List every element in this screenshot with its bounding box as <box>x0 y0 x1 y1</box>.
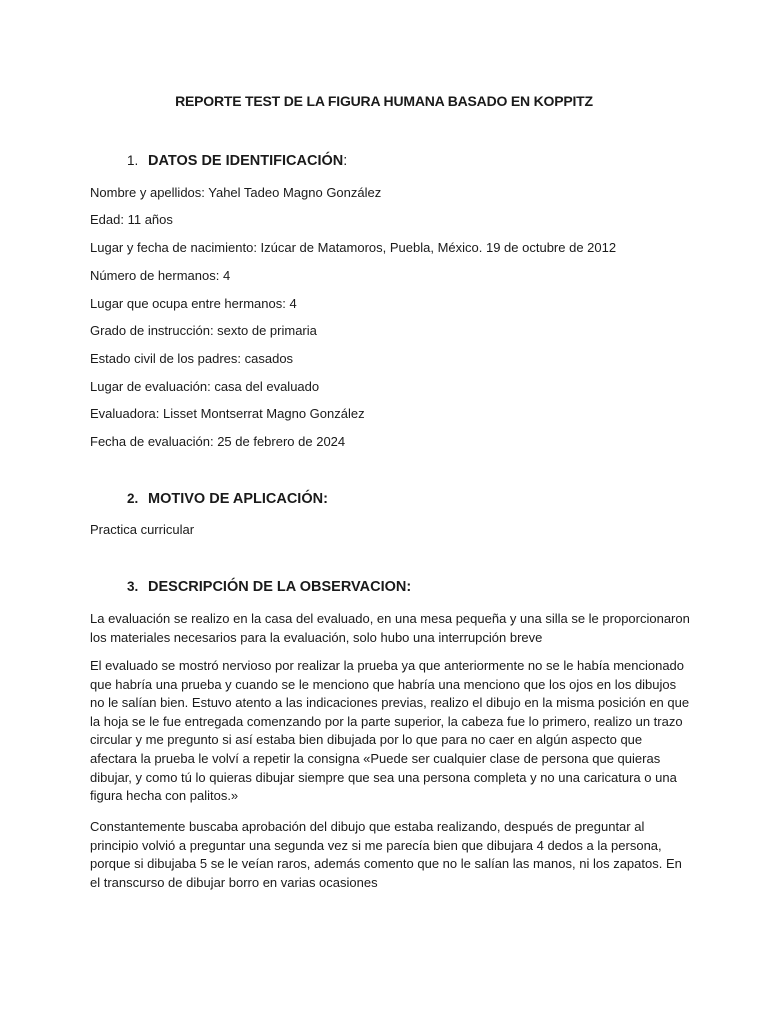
document-title: REPORTE TEST DE LA FIGURA HUMANA BASADO EN KOPPITZ <box>175 93 593 109</box>
field-nombre: Nombre y apellidos: Yahel Tadeo Magno González <box>90 185 382 200</box>
field-lugar-evaluacion: Lugar de evaluación: casa del evaluado <box>90 379 320 394</box>
motivo-text: Practica curricular <box>90 522 195 537</box>
observacion-paragraph-2: El evaluado se mostró nervioso por realizar la prueba ya que anteriormente no se le había mencionado que habría una prueba y cuando se le menciono que habría una menciono que los ojos en los dibujos no le salían bien. Estuvo atento a las indicaciones previas, realizo el dibujo en la misma posición en que la hoja se le fue entregada comenzando por la parte superior, la cabeza fue lo primero, realizo un trazo circular y me pregunto si así estaba bien dibujada por lo que para no caer en algún aspecto que afectara la prueba le volví a repetir la consigna «Puede ser cualquier clase de persona que quieras dibujar, y como tú lo quieras dibujar siempre que sea una persona completa y no una caricatura o una figura hecha con palitos.» <box>90 658 690 804</box>
field-fecha-evaluacion: Fecha de evaluación: 25 de febrero de 2024 <box>90 434 346 449</box>
field-estado-civil-padres: Estado civil de los padres: casados <box>90 351 294 366</box>
observacion-paragraph-3: Constantemente buscaba aprobación del dibujo que estaba realizando, después de preguntar al principio volvió a preguntar una segunda vez si me parecía bien que dibujara 4 dedos a la persona, porque si dibujaba 5 se le veían raros, además comento que no le salían las manos, ni los zapatos. En el transcurso de dibujar borro en varias ocasiones <box>90 819 682 890</box>
section-title-colon: : <box>343 153 348 169</box>
section-number: 3. <box>127 579 139 594</box>
field-edad: Edad: 11 años <box>90 212 173 227</box>
field-grado-instruccion: Grado de instrucción: sexto de primaria <box>90 323 317 338</box>
section-number: 1. <box>127 153 139 168</box>
field-lugar-fecha-nacimiento: Lugar y fecha de nacimiento: Izúcar de Matamoros, Puebla, México. 19 de octubre de 2012 <box>90 240 617 255</box>
field-numero-hermanos: Número de hermanos: 4 <box>90 268 231 283</box>
section-title: DATOS DE IDENTIFICACIÓN <box>148 153 344 169</box>
section-title: DESCRIPCIÓN DE LA OBSERVACION: <box>148 579 412 595</box>
section-heading-motivo <box>127 491 328 507</box>
section-heading-observacion <box>127 579 411 595</box>
section-number: 2. <box>127 491 139 506</box>
section-heading-identification <box>127 153 347 169</box>
field-lugar-entre-hermanos: Lugar que ocupa entre hermanos: 4 <box>90 296 297 311</box>
section-title: MOTIVO DE APLICACIÓN: <box>148 491 328 507</box>
observacion-paragraph-1: La evaluación se realizo en la casa del evaluado, en una mesa pequeña y una silla se le proporcionaron los materiales necesarios para la evaluación, solo hubo una interrupción breve <box>90 611 690 645</box>
field-evaluadora: Evaluadora: Lisset Montserrat Magno González <box>90 406 365 421</box>
